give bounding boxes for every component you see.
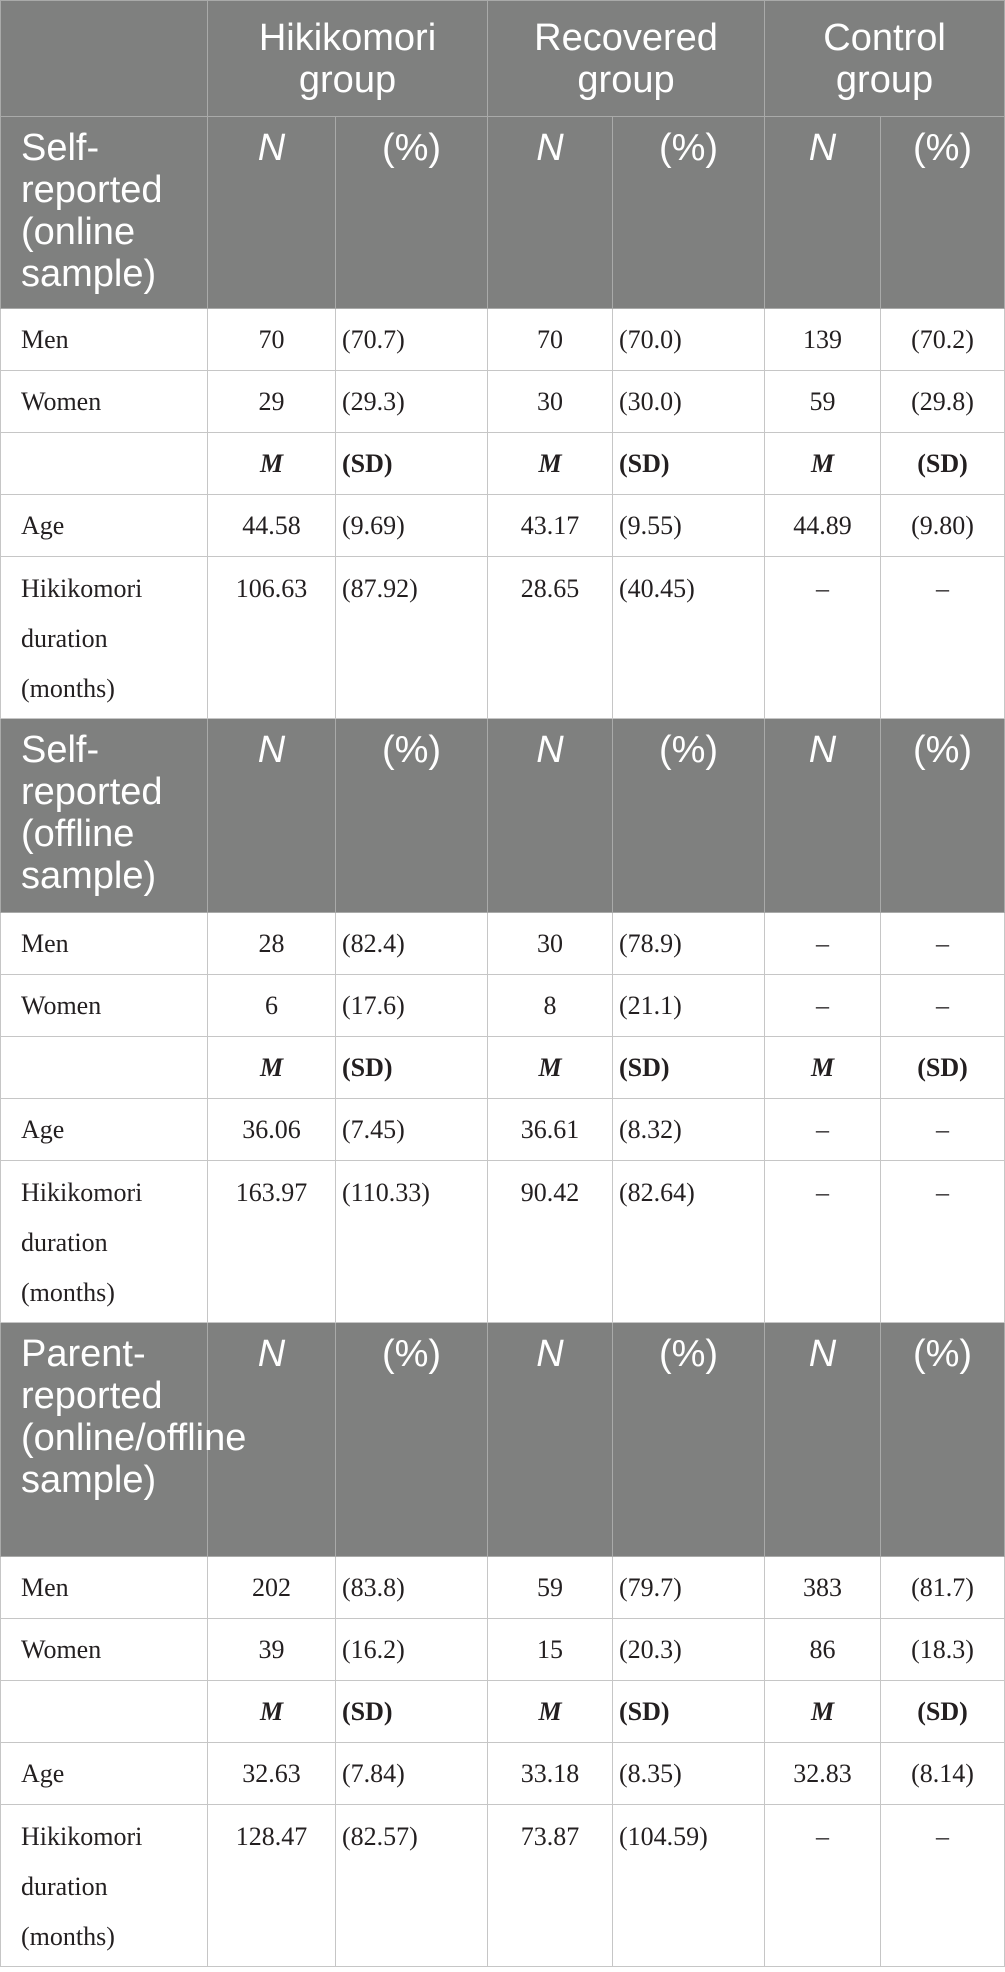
row-label: Hikikomori duration (months)	[1, 1161, 208, 1323]
cell-value: (9.55)	[613, 495, 765, 557]
cell-value: 39	[208, 1619, 336, 1681]
cell-value: –	[765, 1161, 881, 1323]
cell-value: 8	[488, 975, 613, 1037]
table-row	[1, 975, 1005, 1037]
sd-label: (SD)	[613, 1037, 765, 1099]
cell-value: 128.47	[208, 1805, 336, 1967]
cell-value: 44.58	[208, 495, 336, 557]
cell-value: (104.59)	[613, 1805, 765, 1967]
cell-value: (70.0)	[613, 309, 765, 371]
sd-label: (SD)	[881, 1681, 1005, 1743]
mean-label: M	[208, 1681, 336, 1743]
n-label: N	[488, 719, 613, 913]
cell-value: 43.17	[488, 495, 613, 557]
percent-label: (%)	[336, 1323, 488, 1557]
stat-row	[1, 495, 1005, 557]
n-label: N	[208, 719, 336, 913]
row-label: Age	[1, 1743, 208, 1805]
cell-value: –	[881, 1161, 1005, 1323]
row-label: Women	[1, 975, 208, 1037]
cell-value: (8.14)	[881, 1743, 1005, 1805]
stat-row	[1, 1805, 1005, 1967]
cell-value: 28	[208, 913, 336, 975]
mean-label: M	[208, 433, 336, 495]
stat-row	[1, 1161, 1005, 1323]
table-header-row	[1, 1, 1005, 117]
percent-label: (%)	[613, 117, 765, 309]
cell-value: (78.9)	[613, 913, 765, 975]
cell-value: –	[881, 913, 1005, 975]
n-label: N	[208, 1323, 336, 1557]
n-label: N	[488, 1323, 613, 1557]
cell-value: (7.84)	[336, 1743, 488, 1805]
cell-value: 44.89	[765, 495, 881, 557]
cell-value: (20.3)	[613, 1619, 765, 1681]
percent-label: (%)	[336, 117, 488, 309]
cell-value: (9.69)	[336, 495, 488, 557]
n-label: N	[488, 117, 613, 309]
table-row	[1, 1557, 1005, 1619]
sd-label: (SD)	[336, 433, 488, 495]
row-label-empty	[1, 433, 208, 495]
cell-value: 29	[208, 371, 336, 433]
cell-value: (8.35)	[613, 1743, 765, 1805]
cell-value: 30	[488, 371, 613, 433]
row-label: Women	[1, 371, 208, 433]
cell-value: 383	[765, 1557, 881, 1619]
percent-label: (%)	[613, 1323, 765, 1557]
section-title: Self-reported (offline sample)	[1, 719, 208, 913]
stat-row	[1, 1099, 1005, 1161]
cell-value: 33.18	[488, 1743, 613, 1805]
section-header-row	[1, 719, 1005, 913]
cell-value: (70.7)	[336, 309, 488, 371]
cell-value: (8.32)	[613, 1099, 765, 1161]
cell-value: (21.1)	[613, 975, 765, 1037]
row-label: Men	[1, 309, 208, 371]
n-label: N	[765, 719, 881, 913]
mean-label: M	[488, 433, 613, 495]
cell-value: 70	[208, 309, 336, 371]
table-row	[1, 913, 1005, 975]
cell-value: 15	[488, 1619, 613, 1681]
cell-value: 36.06	[208, 1099, 336, 1161]
cell-value: 106.63	[208, 557, 336, 719]
stat-header-row	[1, 1681, 1005, 1743]
cell-value: (82.57)	[336, 1805, 488, 1967]
mean-label: M	[208, 1037, 336, 1099]
cell-value: –	[765, 1805, 881, 1967]
cell-value: –	[881, 557, 1005, 719]
cell-value: –	[765, 1099, 881, 1161]
cell-value: 28.65	[488, 557, 613, 719]
row-label: Men	[1, 1557, 208, 1619]
sd-label: (SD)	[336, 1681, 488, 1743]
sd-label: (SD)	[881, 433, 1005, 495]
section-title: Parent-reported (online/offline sample)	[1, 1323, 208, 1557]
stat-header-row	[1, 433, 1005, 495]
table-row	[1, 371, 1005, 433]
cell-value: (29.8)	[881, 371, 1005, 433]
n-label: N	[765, 117, 881, 309]
cell-value: –	[881, 975, 1005, 1037]
cell-value: –	[765, 913, 881, 975]
cell-value: (83.8)	[336, 1557, 488, 1619]
stat-row	[1, 1743, 1005, 1805]
cell-value: (9.80)	[881, 495, 1005, 557]
cell-value: (40.45)	[613, 557, 765, 719]
group-header-recovered: Recovered group	[488, 1, 765, 117]
cell-value: (7.45)	[336, 1099, 488, 1161]
corner-cell	[1, 1, 208, 117]
row-label: Hikikomori duration (months)	[1, 557, 208, 719]
mean-label: M	[488, 1681, 613, 1743]
row-label: Age	[1, 495, 208, 557]
section-title: Self-reported (online sample)	[1, 117, 208, 309]
cell-value: (87.92)	[336, 557, 488, 719]
cell-value: 30	[488, 913, 613, 975]
row-label-empty	[1, 1681, 208, 1743]
cell-value: 86	[765, 1619, 881, 1681]
group-header-control: Control group	[765, 1, 1005, 117]
mean-label: M	[765, 433, 881, 495]
row-label: Women	[1, 1619, 208, 1681]
n-label: N	[208, 117, 336, 309]
cell-value: (29.3)	[336, 371, 488, 433]
cell-value: (16.2)	[336, 1619, 488, 1681]
cell-value: 139	[765, 309, 881, 371]
row-label: Men	[1, 913, 208, 975]
n-label: N	[765, 1323, 881, 1557]
cell-value: 70	[488, 309, 613, 371]
percent-label: (%)	[881, 719, 1005, 913]
cell-value: (18.3)	[881, 1619, 1005, 1681]
stat-header-row	[1, 1037, 1005, 1099]
cell-value: –	[881, 1805, 1005, 1967]
sd-label: (SD)	[336, 1037, 488, 1099]
cell-value: –	[765, 557, 881, 719]
row-label: Age	[1, 1099, 208, 1161]
cell-value: (70.2)	[881, 309, 1005, 371]
cell-value: (110.33)	[336, 1161, 488, 1323]
table-row	[1, 309, 1005, 371]
cell-value: 90.42	[488, 1161, 613, 1323]
cell-value: 32.83	[765, 1743, 881, 1805]
percent-label: (%)	[336, 719, 488, 913]
cell-value: (30.0)	[613, 371, 765, 433]
percent-label: (%)	[613, 719, 765, 913]
cell-value: 36.61	[488, 1099, 613, 1161]
cell-value: –	[881, 1099, 1005, 1161]
mean-label: M	[488, 1037, 613, 1099]
cell-value: 163.97	[208, 1161, 336, 1323]
cell-value: 73.87	[488, 1805, 613, 1967]
percent-label: (%)	[881, 117, 1005, 309]
sd-label: (SD)	[613, 433, 765, 495]
cell-value: (82.64)	[613, 1161, 765, 1323]
stat-row	[1, 557, 1005, 719]
section-header-row	[1, 117, 1005, 309]
table-row	[1, 1619, 1005, 1681]
sd-label: (SD)	[613, 1681, 765, 1743]
sd-label: (SD)	[881, 1037, 1005, 1099]
row-label: Hikikomori duration (months)	[1, 1805, 208, 1967]
section-header-row	[1, 1323, 1005, 1557]
cell-value: (82.4)	[336, 913, 488, 975]
percent-label: (%)	[881, 1323, 1005, 1557]
cell-value: 6	[208, 975, 336, 1037]
mean-label: M	[765, 1681, 881, 1743]
mean-label: M	[765, 1037, 881, 1099]
cell-value: 59	[765, 371, 881, 433]
cell-value: (81.7)	[881, 1557, 1005, 1619]
row-label-empty	[1, 1037, 208, 1099]
cell-value: (79.7)	[613, 1557, 765, 1619]
cell-value: 202	[208, 1557, 336, 1619]
group-header-hikikomori: Hikikomori group	[208, 1, 488, 117]
cell-value: 32.63	[208, 1743, 336, 1805]
cell-value: –	[765, 975, 881, 1037]
cell-value: (17.6)	[336, 975, 488, 1037]
cell-value: 59	[488, 1557, 613, 1619]
